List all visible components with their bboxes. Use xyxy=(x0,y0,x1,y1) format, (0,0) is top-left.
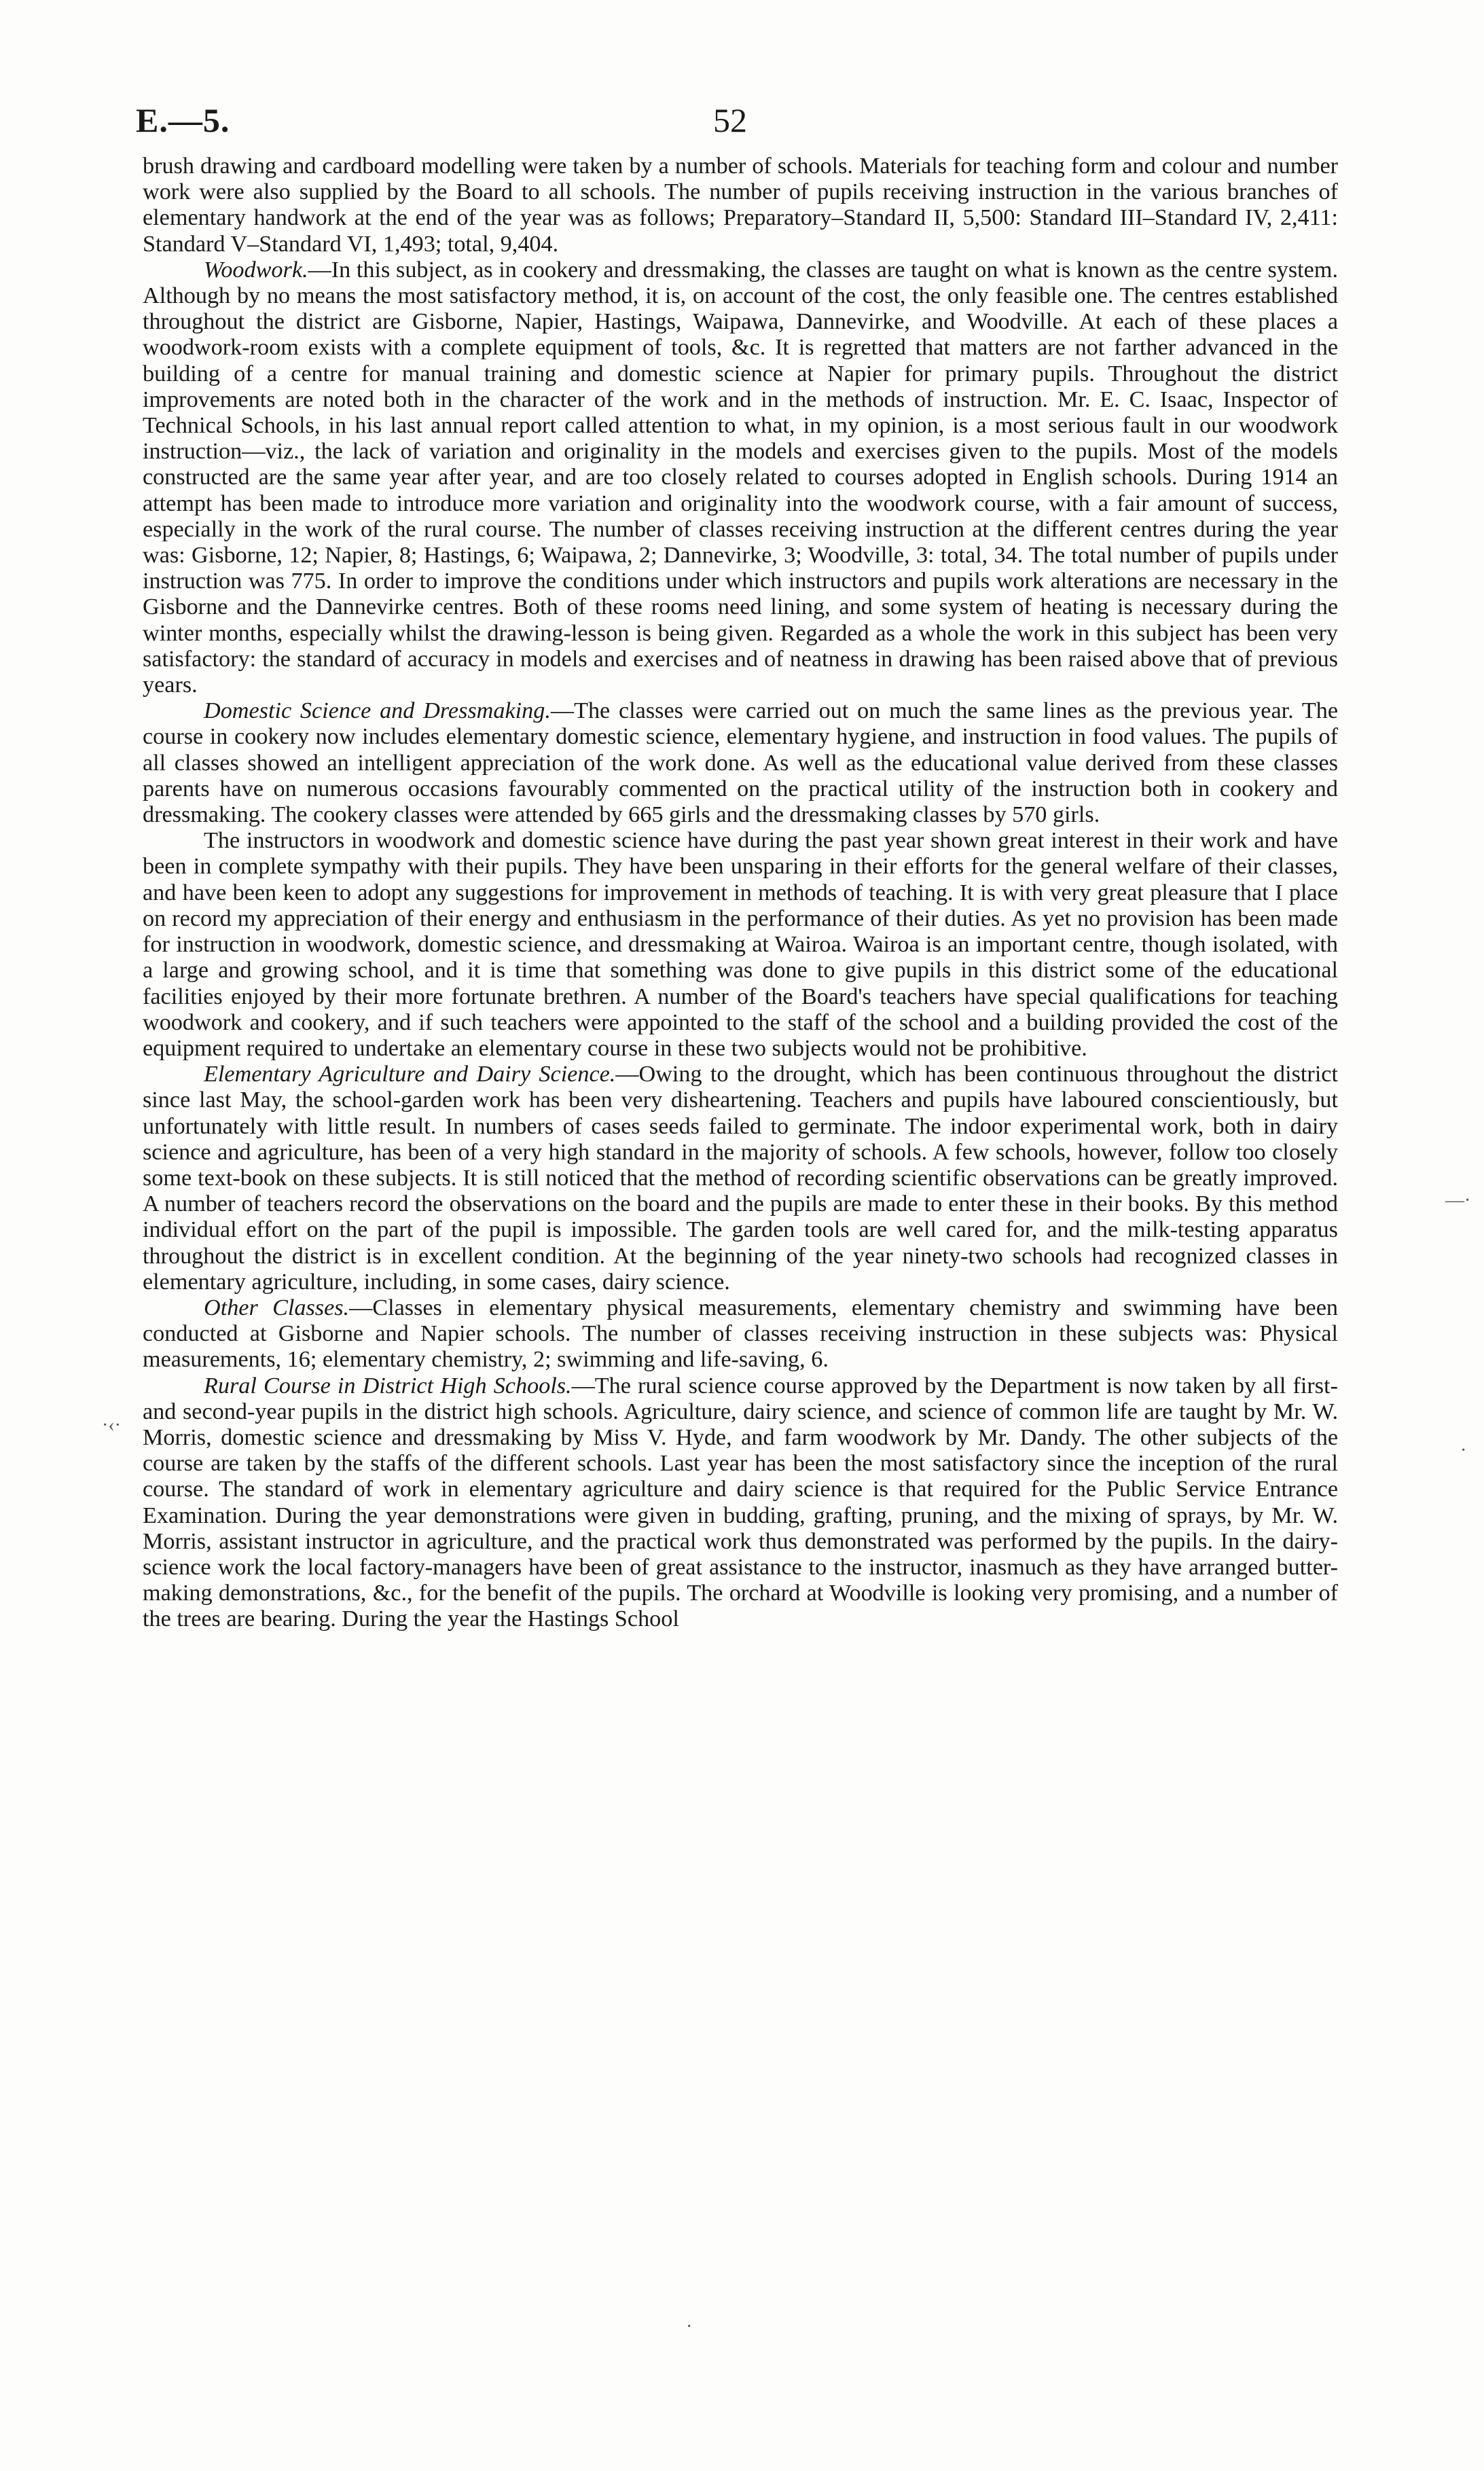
paragraph-text: —The classes were carried out on much the same lines as the previous year. The course in cookery now includes elementary domestic science, elementary hygiene, and instruction in food values. The pupils of all classes showed an intelligent appreciation of the work done. As well as the educational value derived from these classes parents have on numerous occasions favourably commented on the practical utility of the instruction both in cookery and dressmaking. The cookery classes were attended by 665 girls and the dressmaking classes by 570 girls. xyxy=(143,698,1338,828)
section-heading-domestic-science: Domestic Science and Dressmaking. xyxy=(204,698,551,724)
paragraph-woodwork xyxy=(143,257,1338,698)
paragraph-other-classes xyxy=(143,1295,1338,1373)
paragraph-text: —In this subject, as in cookery and dressmaking, the classes are taught on what is known as the centre system. Although by no means the most satisfactory method, it is, on account of the cost, the only feasible one. The centres established throughout the district are Gisborne, Napier, Hastings, Waipawa, Dannevirke, and Woodville. At each of these places a woodwork-room exists with a complete equipment of tools, &c. It is regretted that matters are not farther advanced in the building of a centre for manual training and domestic science at Napier for primary pupils. Throughout the district improvements are noted both in the character of the work and in the methods of instruction. Mr. E. C. Isaac, Inspector of Technical Schools, in his last annual report called attention to what, in my opinion, is a most serious fault in our woodwork instruction—viz., the lack of variation and originality in the models and exercises given to the pupils. Most of the models constructed are the same year after year, and are too closely related to courses adopted in English schools. During 1914 an attempt has been made to introduce more variation and originality into the woodwork course, with a fair amount of success, especially in the work of the rural course. The number of classes receiving instruction at the different centres during the year was: Gisborne, 12; Napier, 8; Hastings, 6; Waipawa, 2; Dannevirke, 3; Woodville, 3: total, 34. The total number of pupils under instruction was 775. In order to improve the conditions under which instructors and pupils work alterations are necessary in the Gisborne and the Dannevirke centres. Both of these rooms need lining, and some system of heating is necessary during the winter months, especially whilst the drawing-lesson is being given. Regarded as a whole the work in this subject has been very satisfactory: the standard of accuracy in models and exercises and of neatness in drawing has been raised above that of previous years. xyxy=(143,257,1338,698)
page-header xyxy=(136,101,1345,148)
paragraph-rural-course xyxy=(143,1373,1338,1633)
margin-mark: —· xyxy=(1445,1190,1471,1211)
section-heading-rural-course: Rural Course in District High Schools. xyxy=(204,1373,572,1399)
paragraph-instructors xyxy=(143,828,1338,1062)
margin-mark: ·‹· xyxy=(102,1415,121,1436)
paragraph-agriculture xyxy=(143,1062,1338,1295)
paragraph-text: brush drawing and cardboard modelling were taken by a number of schools. Materials for teaching form and colour and number work were also supplied by the Board to all schools. The number of pupils receiving instruction in the various branches of elementary handwork at the end of the year was as follows; Preparatory–Standard II, 5,500: Standard III–Standard IV, 2,411: Standard V–Standard VI, 1,493; total, 9,404. xyxy=(143,154,1338,257)
paragraph-text: —Classes in elementary physical measurements, elementary chemistry and swimming have been conducted at Gisborne and Napier schools. The number of classes receiving instruction in these subjects was: Physical measurements, 16; elementary chemistry, 2; swimming and life-saving, 6. xyxy=(143,1295,1338,1373)
paragraph-text: The instructors in woodwork and domestic science have during the past year shown great interest in their work and have been in complete sympathy with their pupils. They have been unsparing in their efforts for the general welfare of their classes, and have been keen to adopt any suggestions for improvement in methods of teaching. It is with very great pleasure that I place on record my appreciation of their energy and enthusiasm in the performance of their duties. As yet no provision has been made for instruction in woodwork, domestic science, and dressmaking at Wairoa. Wairoa is an important centre, though isolated, with a large and growing school, and it is time that something was done to give pupils in this district some of the educational facilities enjoyed by their more fortunate brethren. A number of the Board's teachers have special qualifications for teaching woodwork and cookery, and if such teachers were appointed to the staff of the school and a building provided the cost of the equipment required to undertake an elementary course in these two subjects would not be prohibitive. xyxy=(143,828,1338,1061)
section-heading-agriculture: Elementary Agriculture and Dairy Science. xyxy=(204,1062,616,1087)
paragraph-text: —The rural science course approved by the Department is now taken by all first- and second-year pupils in the district high schools. Agriculture, dairy science, and science of common life are taught by Mr. W. Morris, domestic science and dressmaking by Miss V. Hyde, and farm woodwork by Mr. Dandy. The other subjects of the course are taken by the staffs of the different schools. Last year has been the most satisfactory since the inception of the rural course. The standard of work in elementary agriculture and dairy science is that required for the Public Service Entrance Examination. During the year demonstrations were given in budding, grafting, pruning, and the mixing of sprays, by Mr. W. Morris, assistant instructor in agriculture, and the practical work thus demonstrated was performed by the pupils. In the dairy-science work the local factory-managers have been of great assistance to the instructor, inasmuch as they have arranged butter-making demonstrations, &c., for the benefit of the pupils. The orchard at Woodville is looking very promising, and a number of the trees are bearing. During the year the Hastings School xyxy=(143,1373,1338,1632)
body-text xyxy=(143,154,1338,1633)
page-number: 52 xyxy=(713,101,747,139)
paragraph-domestic-science xyxy=(143,698,1338,828)
margin-mark: · xyxy=(686,2316,693,2337)
document-reference: E.—5. xyxy=(136,101,230,139)
paragraph-text: —Owing to the drought, which has been continuous throughout the district since last May, the school-garden work has been very disheartening. Teachers and pupils have laboured conscientiously, but unfortunately with little result. In numbers of cases seeds failed to germinate. The indoor experimental work, both in dairy science and agriculture, has been of a very high standard in the majority of schools. A few schools, however, follow too closely some text-book on these subjects. It is still noticed that the method of recording scientific observations can be greatly improved. A number of teachers record the observations on the board and the pupils are made to enter these in their books. By this method individual effort on the part of the pupil is impossible. The garden tools are well cared for, and the milk-testing apparatus throughout the district is in excellent condition. At the beginning of the year ninety-two schools had recognized classes in elementary agriculture, including, in some cases, dairy science. xyxy=(143,1062,1338,1295)
paragraph-handwork xyxy=(143,154,1338,257)
margin-mark: · xyxy=(1460,1440,1467,1461)
section-heading-woodwork: Woodwork. xyxy=(204,257,308,283)
section-heading-other-classes: Other Classes. xyxy=(204,1295,350,1320)
